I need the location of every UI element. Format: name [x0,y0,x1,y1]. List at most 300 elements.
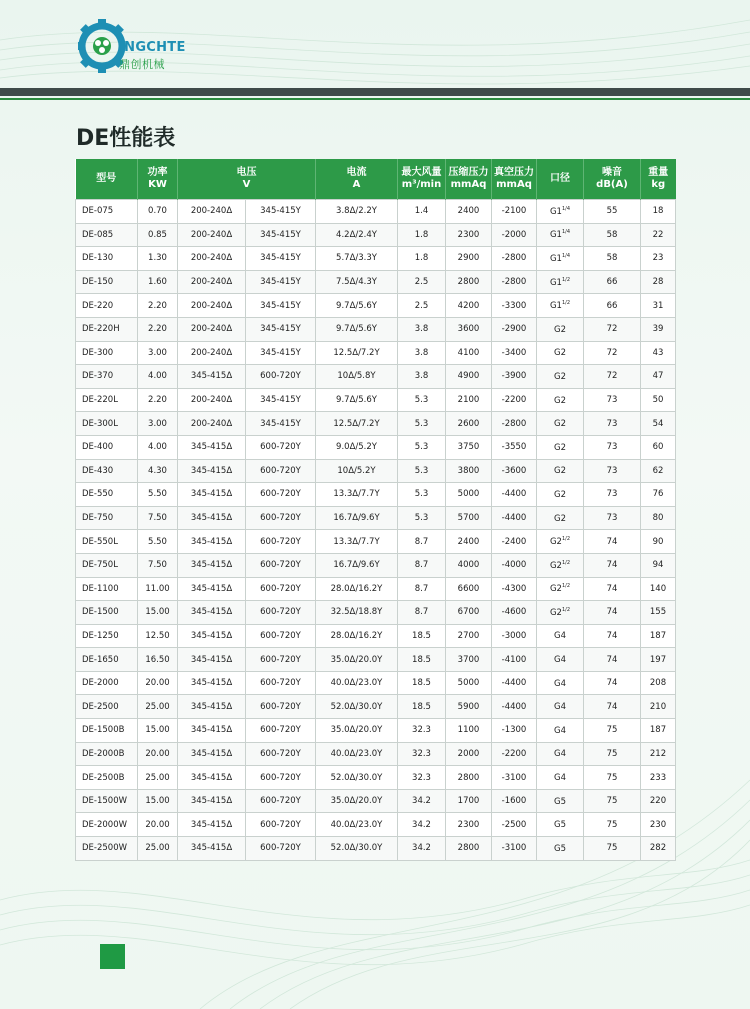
cell-weight: 50 [641,388,676,412]
cell-weight: 22 [641,223,676,247]
cell-port: $G1^{1/4}$ [537,200,584,224]
cell-current: 10Δ/5.8Y [316,365,398,389]
cell-current: 12.5Δ/7.2Y [316,341,398,365]
cell-vacuum-pressure: -2500 [492,813,537,837]
cell-power: 4.00 [138,365,178,389]
cell-voltage-delta: 200-240Δ [178,388,246,412]
cell-vacuum-pressure: -3550 [492,435,537,459]
cell-power: 20.00 [138,813,178,837]
port-fraction: 1/2 [561,559,571,566]
cell-weight: 212 [641,742,676,766]
cell-power: 25.00 [138,766,178,790]
cell-current: 13.3Δ/7.7Y [316,530,398,554]
cell-model: DE-300L [76,412,138,436]
cell-noise: 75 [584,766,641,790]
table-row [76,789,676,813]
cell-voltage-delta: 345-415Δ [178,695,246,719]
cell-compression-pressure: 5900 [446,695,492,719]
cell-port: G2 [537,459,584,483]
cell-voltage-y: 600-720Y [246,577,316,601]
cell-voltage-delta: 345-415Δ [178,506,246,530]
cell-noise: 55 [584,200,641,224]
table-row [76,270,676,294]
cell-current: 52.0Δ/30.0Y [316,837,398,861]
table-row [76,412,676,436]
cell-port: $G2^{1/2}$ [537,530,584,554]
cell-voltage-delta: 200-240Δ [178,247,246,271]
cell-weight: 47 [641,365,676,389]
cell-current: 9.7Δ/5.6Y [316,317,398,341]
cell-power: 2.20 [138,294,178,318]
cell-vacuum-pressure: -3600 [492,459,537,483]
cell-airflow: 3.8 [398,365,446,389]
cell-voltage-delta: 345-415Δ [178,789,246,813]
cell-voltage-y: 600-720Y [246,813,316,837]
table-row [76,223,676,247]
port-fraction: 1/2 [561,300,571,307]
cell-compression-pressure: 2600 [446,412,492,436]
cell-power: 4.30 [138,459,178,483]
cell-port: G5 [537,813,584,837]
cell-noise: 58 [584,247,641,271]
cell-airflow: 8.7 [398,530,446,554]
table-row [76,671,676,695]
cell-voltage-y: 600-720Y [246,483,316,507]
cell-vacuum-pressure: -4400 [492,506,537,530]
cell-weight: 39 [641,317,676,341]
cell-compression-pressure: 4200 [446,294,492,318]
cell-weight: 233 [641,766,676,790]
cell-model: DE-220 [76,294,138,318]
cell-power: 20.00 [138,671,178,695]
cell-voltage-delta: 200-240Δ [178,412,246,436]
cell-airflow: 3.8 [398,317,446,341]
table-row [76,742,676,766]
cell-voltage-y: 600-720Y [246,766,316,790]
cell-vacuum-pressure: -3100 [492,837,537,861]
cell-airflow: 34.2 [398,837,446,861]
cell-noise: 75 [584,837,641,861]
cell-airflow: 5.3 [398,459,446,483]
cell-compression-pressure: 4000 [446,553,492,577]
cell-port: G5 [537,837,584,861]
cell-voltage-delta: 200-240Δ [178,317,246,341]
cell-airflow: 2.5 [398,294,446,318]
port-fraction: 1/4 [561,229,571,236]
cell-voltage-y: 600-720Y [246,742,316,766]
cell-current: 40.0Δ/23.0Y [316,742,398,766]
cell-noise: 75 [584,813,641,837]
cell-model: DE-2000W [76,813,138,837]
cell-current: 52.0Δ/30.0Y [316,695,398,719]
cell-vacuum-pressure: -4300 [492,577,537,601]
cell-power: 15.00 [138,719,178,743]
cell-airflow: 32.3 [398,766,446,790]
cell-port: G2 [537,317,584,341]
cell-weight: 60 [641,435,676,459]
cell-airflow: 5.3 [398,435,446,459]
cell-weight: 140 [641,577,676,601]
cell-power: 20.00 [138,742,178,766]
cell-power: 0.70 [138,200,178,224]
cell-weight: 187 [641,719,676,743]
cell-power: 3.00 [138,341,178,365]
cell-noise: 66 [584,270,641,294]
cell-voltage-delta: 345-415Δ [178,553,246,577]
cell-vacuum-pressure: -4400 [492,483,537,507]
cell-voltage-y: 600-720Y [246,671,316,695]
cell-vacuum-pressure: -2200 [492,742,537,766]
cell-voltage-delta: 345-415Δ [178,742,246,766]
cell-noise: 74 [584,553,641,577]
table-row [76,459,676,483]
table-row [76,601,676,625]
header-voltage: 电压 V [178,159,316,200]
cell-weight: 23 [641,247,676,271]
cell-voltage-y: 600-720Y [246,695,316,719]
port-fraction: 1/2 [561,583,571,590]
cell-current: 7.5Δ/4.3Y [316,270,398,294]
cell-vacuum-pressure: -2100 [492,200,537,224]
cell-vacuum-pressure: -4100 [492,648,537,672]
cell-port: G2 [537,435,584,459]
cell-weight: 94 [641,553,676,577]
cell-voltage-delta: 345-415Δ [178,365,246,389]
cell-airflow: 1.8 [398,247,446,271]
cell-voltage-y: 345-415Y [246,341,316,365]
cell-noise: 74 [584,530,641,554]
cell-vacuum-pressure: -2200 [492,388,537,412]
cell-noise: 75 [584,719,641,743]
cell-port: G2 [537,365,584,389]
cell-model: DE-075 [76,200,138,224]
cell-voltage-y: 345-415Y [246,317,316,341]
cell-airflow: 1.8 [398,223,446,247]
cell-current: 16.7Δ/9.6Y [316,553,398,577]
port-fraction: 1/2 [561,276,571,283]
cell-weight: 54 [641,412,676,436]
cell-airflow: 18.5 [398,695,446,719]
cell-vacuum-pressure: -3300 [492,294,537,318]
cell-model: DE-220H [76,317,138,341]
table-row [76,837,676,861]
brand-name-en: INGCHTE [119,40,186,55]
cell-current: 13.3Δ/7.7Y [316,483,398,507]
cell-model: DE-300 [76,341,138,365]
cell-port: G2 [537,483,584,507]
cell-current: 40.0Δ/23.0Y [316,813,398,837]
cell-weight: 220 [641,789,676,813]
cell-weight: 18 [641,200,676,224]
cell-voltage-delta: 345-415Δ [178,435,246,459]
cell-current: 5.7Δ/3.3Y [316,247,398,271]
cell-port: $G1^{1/2}$ [537,270,584,294]
cell-compression-pressure: 4100 [446,341,492,365]
cell-power: 7.50 [138,553,178,577]
cell-port: G2 [537,506,584,530]
cell-airflow: 3.8 [398,341,446,365]
cell-voltage-delta: 345-415Δ [178,459,246,483]
cell-power: 0.85 [138,223,178,247]
cell-port: $G2^{1/2}$ [537,553,584,577]
cell-current: 9.0Δ/5.2Y [316,435,398,459]
cell-model: DE-130 [76,247,138,271]
cell-vacuum-pressure: -2800 [492,247,537,271]
cell-noise: 74 [584,577,641,601]
cell-model: DE-370 [76,365,138,389]
cell-noise: 72 [584,341,641,365]
cell-current: 40.0Δ/23.0Y [316,671,398,695]
cell-voltage-y: 600-720Y [246,365,316,389]
cell-power: 12.50 [138,624,178,648]
cell-noise: 73 [584,506,641,530]
cell-noise: 73 [584,435,641,459]
cell-voltage-delta: 345-415Δ [178,624,246,648]
table-row [76,813,676,837]
cell-power: 25.00 [138,837,178,861]
cell-current: 28.0Δ/16.2Y [316,624,398,648]
cell-airflow: 8.7 [398,553,446,577]
table-row [76,530,676,554]
cell-port: G4 [537,719,584,743]
port-fraction: 1/2 [561,606,571,613]
cell-current: 35.0Δ/20.0Y [316,719,398,743]
cell-noise: 75 [584,742,641,766]
cell-vacuum-pressure: -3000 [492,624,537,648]
cell-model: DE-085 [76,223,138,247]
port-fraction: 1/4 [561,205,571,212]
cell-airflow: 8.7 [398,601,446,625]
cell-vacuum-pressure: -1600 [492,789,537,813]
table-row [76,294,676,318]
cell-noise: 72 [584,365,641,389]
header-port: 口径 [537,159,584,200]
cell-voltage-delta: 345-415Δ [178,577,246,601]
cell-model: DE-400 [76,435,138,459]
cell-port: $G2^{1/2}$ [537,577,584,601]
cell-airflow: 1.4 [398,200,446,224]
cell-compression-pressure: 2100 [446,388,492,412]
cell-weight: 155 [641,601,676,625]
cell-noise: 73 [584,483,641,507]
cell-compression-pressure: 3600 [446,317,492,341]
cell-vacuum-pressure: -2900 [492,317,537,341]
cell-port: $G1^{1/4}$ [537,247,584,271]
cell-compression-pressure: 4900 [446,365,492,389]
cell-model: DE-2500W [76,837,138,861]
cell-model: DE-750L [76,553,138,577]
cell-noise: 75 [584,789,641,813]
table-row [76,553,676,577]
cell-voltage-y: 600-720Y [246,719,316,743]
cell-vacuum-pressure: -1300 [492,719,537,743]
cell-voltage-y: 600-720Y [246,624,316,648]
cell-port: G2 [537,388,584,412]
header-power: 功率 KW [138,159,178,200]
cell-model: DE-1500W [76,789,138,813]
cell-model: DE-1250 [76,624,138,648]
cell-power: 25.00 [138,695,178,719]
cell-vacuum-pressure: -2400 [492,530,537,554]
brand-name-cn: 鼎创机械 [119,58,165,71]
cell-voltage-delta: 200-240Δ [178,341,246,365]
cell-voltage-delta: 345-415Δ [178,813,246,837]
header-weight: 重量 kg [641,159,676,200]
cell-noise: 66 [584,294,641,318]
table-row [76,435,676,459]
cell-model: DE-2500 [76,695,138,719]
cell-weight: 210 [641,695,676,719]
cell-port: G4 [537,624,584,648]
cell-voltage-y: 600-720Y [246,530,316,554]
cell-voltage-delta: 345-415Δ [178,601,246,625]
cell-voltage-delta: 200-240Δ [178,223,246,247]
cell-voltage-y: 345-415Y [246,223,316,247]
cell-power: 11.00 [138,577,178,601]
cell-voltage-delta: 345-415Δ [178,671,246,695]
cell-compression-pressure: 2900 [446,247,492,271]
table-row [76,695,676,719]
cell-voltage-y: 600-720Y [246,553,316,577]
cell-airflow: 5.3 [398,483,446,507]
cell-airflow: 32.3 [398,742,446,766]
cell-compression-pressure: 2300 [446,813,492,837]
cell-weight: 230 [641,813,676,837]
cell-vacuum-pressure: -3900 [492,365,537,389]
cell-model: DE-150 [76,270,138,294]
cell-power: 2.20 [138,317,178,341]
cell-current: 4.2Δ/2.4Y [316,223,398,247]
cell-weight: 208 [641,671,676,695]
cell-weight: 28 [641,270,676,294]
cell-power: 1.60 [138,270,178,294]
cell-power: 2.20 [138,388,178,412]
cell-vacuum-pressure: -3400 [492,341,537,365]
cell-noise: 74 [584,671,641,695]
cell-noise: 74 [584,601,641,625]
cell-port: $G2^{1/2}$ [537,601,584,625]
cell-airflow: 5.3 [398,412,446,436]
cell-voltage-y: 600-720Y [246,648,316,672]
header-airflow: 最大风量 m³/min [398,159,446,200]
cell-voltage-y: 345-415Y [246,294,316,318]
cell-voltage-y: 600-720Y [246,601,316,625]
cell-compression-pressure: 2700 [446,624,492,648]
cell-compression-pressure: 2000 [446,742,492,766]
cell-noise: 73 [584,412,641,436]
cell-airflow: 32.3 [398,719,446,743]
table-row [76,341,676,365]
cell-vacuum-pressure: -4400 [492,671,537,695]
table-row [76,719,676,743]
cell-airflow: 18.5 [398,671,446,695]
cell-current: 12.5Δ/7.2Y [316,412,398,436]
cell-vacuum-pressure: -2800 [492,412,537,436]
cell-compression-pressure: 5000 [446,671,492,695]
cell-model: DE-750 [76,506,138,530]
cell-current: 35.0Δ/20.0Y [316,648,398,672]
cell-weight: 31 [641,294,676,318]
cell-voltage-y: 345-415Y [246,388,316,412]
cell-voltage-y: 600-720Y [246,837,316,861]
cell-power: 16.50 [138,648,178,672]
cell-voltage-y: 345-415Y [246,412,316,436]
cell-model: DE-220L [76,388,138,412]
cell-compression-pressure: 5700 [446,506,492,530]
cell-noise: 58 [584,223,641,247]
table-header-row [76,159,676,200]
cell-vacuum-pressure: -3100 [492,766,537,790]
cell-voltage-y: 600-720Y [246,435,316,459]
table-row [76,577,676,601]
cell-airflow: 18.5 [398,648,446,672]
cell-vacuum-pressure: -2000 [492,223,537,247]
cell-voltage-y: 345-415Y [246,247,316,271]
cell-port: G4 [537,671,584,695]
table-row [76,648,676,672]
cell-vacuum-pressure: -4000 [492,553,537,577]
cell-model: DE-2500B [76,766,138,790]
cell-vacuum-pressure: -4600 [492,601,537,625]
port-fraction: 1/4 [561,252,571,259]
cell-airflow: 5.3 [398,388,446,412]
cell-voltage-delta: 200-240Δ [178,200,246,224]
cell-compression-pressure: 2800 [446,766,492,790]
cell-model: DE-2000 [76,671,138,695]
cell-compression-pressure: 6700 [446,601,492,625]
cell-voltage-delta: 345-415Δ [178,766,246,790]
cell-power: 5.50 [138,483,178,507]
cell-power: 15.00 [138,601,178,625]
cell-model: DE-1500 [76,601,138,625]
cell-model: DE-550 [76,483,138,507]
cell-weight: 43 [641,341,676,365]
cell-airflow: 2.5 [398,270,446,294]
cell-current: 28.0Δ/16.2Y [316,577,398,601]
cell-power: 7.50 [138,506,178,530]
cell-model: DE-1100 [76,577,138,601]
cell-current: 52.0Δ/30.0Y [316,766,398,790]
table-row [76,483,676,507]
header-compression-pressure: 压缩压力 mmAq [446,159,492,200]
table-row [76,388,676,412]
cell-port: G5 [537,789,584,813]
table-row [76,766,676,790]
cell-compression-pressure: 3700 [446,648,492,672]
table-row [76,317,676,341]
cell-port: G4 [537,742,584,766]
cell-vacuum-pressure: -2800 [492,270,537,294]
cell-port: $G1^{1/4}$ [537,223,584,247]
cell-port: G4 [537,766,584,790]
cell-model: DE-1650 [76,648,138,672]
header-noise: 噪音 dB(A) [584,159,641,200]
cell-vacuum-pressure: -4400 [492,695,537,719]
header-current: 电流 A [316,159,398,200]
cell-voltage-y: 345-415Y [246,200,316,224]
cell-port: $G1^{1/2}$ [537,294,584,318]
cell-noise: 74 [584,695,641,719]
table-row [76,365,676,389]
cell-weight: 197 [641,648,676,672]
cell-port: G2 [537,412,584,436]
cell-noise: 74 [584,624,641,648]
cell-voltage-y: 345-415Y [246,270,316,294]
cell-current: 32.5Δ/18.8Y [316,601,398,625]
cell-current: 9.7Δ/5.6Y [316,294,398,318]
cell-voltage-delta: 345-415Δ [178,719,246,743]
cell-airflow: 18.5 [398,624,446,648]
